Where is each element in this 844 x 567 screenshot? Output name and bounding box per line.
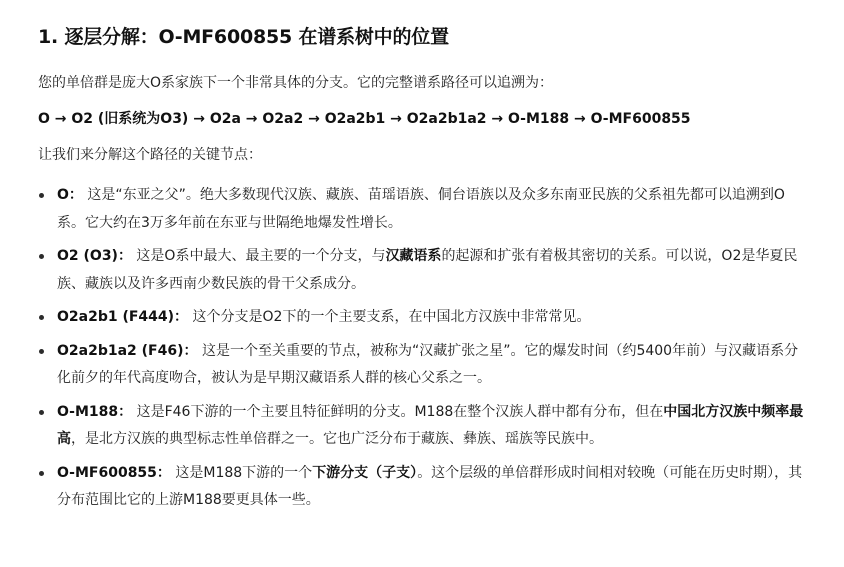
- list-item-o2a2b1a2: [38, 338, 804, 393]
- bullet-dot: [39, 193, 44, 198]
- item-term: O-M188：: [57, 403, 133, 420]
- item-text: 的起源和扩张有着极其密切的关系。可以说，O2是华夏民族、藏族以及许多西南少数民族的骨干父系成分。: [57, 248, 798, 292]
- bullet-dot: [39, 471, 44, 476]
- item-text: ，是北方汉族的典型标志性单倍群之一。它也广泛分布于藏族、彝族、瑶族等民族中。: [71, 431, 603, 447]
- item-term: O：: [57, 187, 83, 203]
- list-item-o: [38, 182, 804, 237]
- item-term: O-MF600855：: [57, 464, 171, 481]
- section-title: 1. 逐层分解：O-MF600855 在谱系树中的位置: [38, 26, 449, 48]
- lead-paragraph: 让我们来分解这个路径的关键节点：: [38, 147, 262, 163]
- item-text: 这是“东亚之父”。绝大多数现代汉族、藏族、苗瑶语族、侗台语族以及众多东南亚民族的父系祖先都可以追溯到O系。它大约在3万多年前在东亚与世隔绝地爆发性增长。: [57, 187, 785, 231]
- item-term: O2 (O3)：: [57, 248, 132, 264]
- intro-paragraph: 您的单倍群是庞大O系家族下一个非常具体的分支。它的完整谱系路径可以追溯为：: [38, 75, 554, 91]
- list-item-o-m188: [38, 399, 804, 454]
- item-term: O2a2b1a2 (F46)：: [57, 342, 198, 359]
- bullet-dot: [39, 254, 44, 259]
- bullet-dot: [39, 315, 44, 320]
- item-text: 这是M188下游的一个: [170, 464, 313, 481]
- item-text: 这是一个至关重要的节点，被称为“汉藏扩张之星”。它的爆发时间（约5400年前）与汉藏语系分化前夕的年代高度吻合，被认为是早期汉藏语系人群的核心父系之一。: [57, 342, 799, 386]
- list-item-o-mf600855: [38, 460, 804, 515]
- list-item-o2a2b1: [38, 304, 804, 332]
- item-emphasis: 中国北方汉族中频率最高: [57, 403, 804, 447]
- item-text: 这个分支是O2下的一个主要支系，在中国北方汉族中非常常见。: [188, 309, 591, 325]
- item-term: O2a2b1 (F444)：: [57, 309, 189, 325]
- list-item-o2: [38, 243, 804, 298]
- bullet-dot: [39, 410, 44, 415]
- key-nodes-list: [38, 182, 804, 515]
- lineage-path: O → O2 (旧系统为O3) → O2a → O2a2 → O2a2b1 → O2a2b1a2 → O-M188 → O-MF600855: [38, 111, 691, 127]
- item-emphasis: 下游分支（子支）: [312, 464, 418, 481]
- bullet-dot: [39, 349, 44, 354]
- item-text: 这是O系中最大、最主要的一个分支，与: [131, 248, 386, 264]
- item-text: 这是F46下游的一个主要且特征鲜明的分支。M188在整个汉族人群中都有分布，但在: [132, 403, 664, 420]
- item-emphasis: 汉藏语系: [385, 248, 442, 264]
- item-text: 。这个层级的单倍群形成时间相对较晚（可能在历史时期），其分布范围比它的上游M188要更具体一些。: [57, 464, 803, 508]
